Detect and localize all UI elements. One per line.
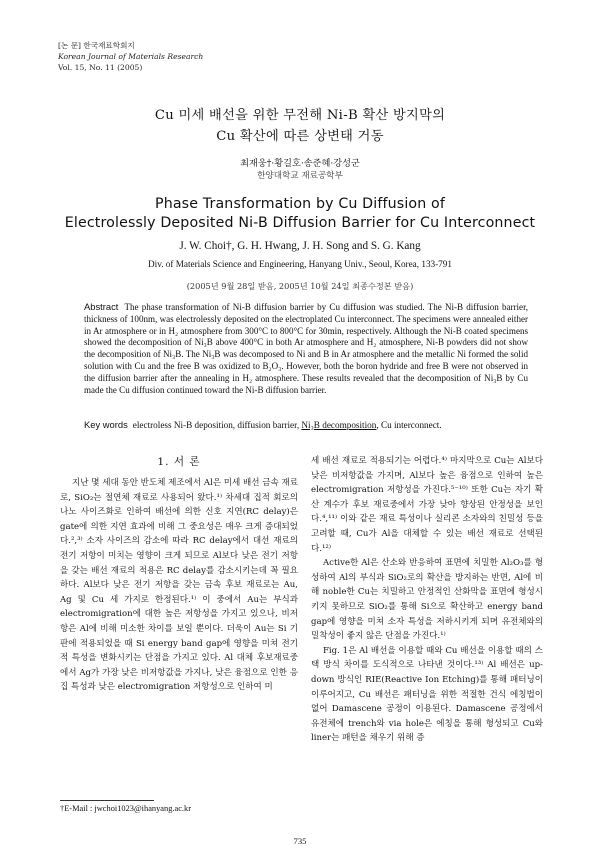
korean-title-line-2: Cu 확산에 따른 상변태 거동 [216,129,384,144]
journal-line-1: [논 문] 한국재료학회지 [58,41,135,50]
footnote-email: †E-Mail : jwchoi1023@ihanyang.ac.kr [60,804,191,813]
keywords-text: electroless Ni-B deposition, diffusion barrier, [132,420,302,430]
footnote-rule [60,800,154,801]
abstract [84,301,528,396]
section-heading: 1. 서 론 [157,456,201,468]
journal-line-2: Korean Journal of Materials Research [58,52,204,61]
left-paragraph: 지난 몇 세대 동안 반도체 제조에서 Al은 미세 배선 금속 재료로, SiO₂는 절연체 재료로 사용되어 왔다.¹⁾ 차세대 집적 회로의 나노 사이즈화로 인하여 배선에 의한 신호 지연(RC delay)은 gate에 의한 지연 효과에 비해 그 중요성은 매우 크게 증대되었다.²,³⁾ 소자 사이즈의 감소에 따라 RC delay에서 대선 재료의 전기 저항이 미치는 영향이 크게 되므로 Al보다 낮은 전기 저항을 갖는 배선 재료의 적용은 RC delay를 감소시키는데 꼭 필요하다. Al보다 낮은 전기 저항을 갖는 금속 후보 재료로는 Au, Ag 및 Cu 세 가지로 한정된다.¹⁾ 이 중에서 Au는 부식과 electromigration에 대한 높은 저항성을 가지고 있으나, 비저항은 Al에 비해 미소한 차이를 보일 뿐이다. 더욱이 Au는 Si 기판에 적용되었을 때 Si energy band gap에 영향을 미쳐 전기적 특성을 변화시키는 단점을 가지고 있다. Al 대체 후보재료중에서 Ag가 가장 낮은 비저항값을 가지나, 낮은 융점으로 인한 응집 특성과 낮은 electromigration 저항성으로 인하여 미 [60,478,298,693]
english-authors: J. W. Choi†, G. H. Hwang, J. H. Song and S. G. Kang [179,240,421,252]
abstract-label: Abstract [84,301,119,312]
abstract-text: The phase transformation of Ni-B diffusion barrier by Cu diffusion was studied. The Ni-B diffusion barrier, thickness of 100nm, was electrolessly deposited on the electroplated Cu interconnect. The specimens were annealed either in Ar atmosphere or in H₂ atmosphere from 300°C to 800°C for 30min, respectively. Although the Ni-B coated specimens showed the decomposition of Ni₃B above 400°C in both Ar atmosphere and H₂ atmosphere, Ni-B powders did not show the decomposition of Ni₃B. The Ni₃B was decomposed to Ni and B in Ar atmosphere and the metallic Ni formed the solid solution with Cu and the free B was oxidized to B₂O₃. However, both the boron hydride and free B were not observed in the diffusion barrier after the annealing in H₂ atmosphere. These results revealed that the decomposition of Ni₃B by Cu made the Cu diffusion continued toward the Ni-B diffusion barrier. [84,302,528,395]
english-title-line-1: Phase Transformation by Cu Diffusion of [154,196,446,212]
right-paragraph-1: 세 배선 재료로 적용되기는 어렵다.⁴⁾ 마지막으로 Cu는 Al보다 낮은 비저항값을 가지며, Al보다 높은 융점으로 인하여 높은 electromigration 저항성을 가진다.⁵⁻¹⁰⁾ 또한 Cu는 자기 확산 계수가 후보 재료중에서 가장 낮아 향상된 안정성을 보인다.⁴,¹¹⁾ 이와 같은 재료 특성이나 실리콘 소자와의 친밀성 등을 고려할 때, Cu가 Al을 대체할 수 있는 배선 재료로 선택된다.¹²⁾ [311,456,543,554]
received-dates: (2005년 9월 28일 받음, 2005년 10월 24일 최종수정본 받음) [186,281,414,291]
keywords-tail: , Cu interconnect. [376,420,442,430]
right-paragraph-3: Fig. 1은 Al 배선을 이용할 때와 Cu 배선을 이용할 때의 스택 방식 차이를 도식적으로 나타낸 것이다.¹³⁾ Al 배선은 up-down 방식인 RIE(Reactive Ion Etching)를 통해 패터닝이 이루어지고, Cu 배선은 패터닝을 위한 적절한 건식 에칭법이 없어 Damascene 공정이 이용된다. Damascene 공정에서 유전체에 trench와 via hole은 에칭을 통해 형성되고 Cu와 liner는 패턴을 채우기 위해 증 [311,645,543,744]
english-title-line-2: Electrolessly Deposited Ni-B Diffusion Barrier for Cu Interconnect [64,215,536,231]
korean-title-line-1: Cu 미세 배선을 위한 무전해 Ni-B 확산 방지막의 [154,108,446,123]
english-affiliation: Div. of Materials Science and Engineering, Hanyang Univ., Seoul, Korea, 133-791 [148,259,452,269]
journal-header [58,40,203,73]
korean-authors: 최재웅†·황길호·송준혜·강성군 [240,158,360,169]
right-paragraph-2: Active한 Al은 산소와 반응하여 표면에 치밀한 Al₂O₃를 형성하여 Al의 부식과 SiO₂로의 확산을 방지하는 반면, Al에 비해 noble한 Cu는 치밀하고 안정적인 산화막을 표면에 형성시키지 못하므로 SiO₂를 통해 Si으로 확산하고 energy band gap에 영향을 미쳐 소자 특성을 저하시키게 되며 유전체와의 밀착성이 좋지 않은 단점을 가진다.¹⁾ [311,558,543,642]
keywords-underlined: Ni₃B decomposition [301,420,377,430]
page-number: 735 [293,836,307,846]
keywords [84,419,534,430]
keywords-label: Key words [84,419,128,430]
journal-line-3: Vol. 15, No. 11 (2005) [58,63,143,72]
left-column [60,476,298,695]
korean-affiliation: 한양대학교 재료공학부 [257,171,343,181]
right-column [311,454,543,746]
